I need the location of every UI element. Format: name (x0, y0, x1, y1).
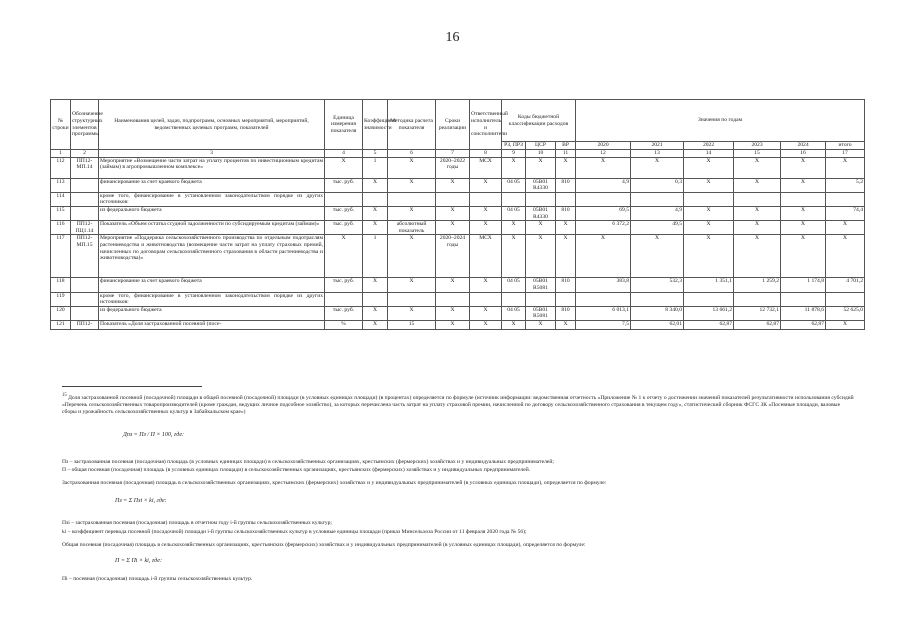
value-cell: 1 174,8 (781, 278, 826, 292)
csr-cell: Х (526, 235, 556, 278)
value-cell: Х (576, 157, 631, 178)
row-number: 118 (51, 278, 71, 292)
unit-cell (325, 192, 363, 206)
def-pz: Пз – застрахованная посевная (посадочная) площадь (в условных единицах площади) в сельскохозяйственных организациях, крестьянских (фермерских) хозяйствах и у индивидуальных предпринимателей; (62, 459, 554, 465)
formula-total-area: П = Σ Пi × ki, где: (115, 558, 162, 564)
executor-cell: МСХ (470, 157, 502, 178)
rz-cell: Х (502, 221, 526, 235)
value-cell (781, 292, 826, 306)
name-cell: кроме того, финансирование в установленном законодательством порядке из других источников: (100, 192, 323, 206)
value-cell: Х (781, 206, 826, 220)
value-cell: 49,5 (631, 221, 684, 235)
value-cell: 6 372,2 (576, 221, 631, 235)
designation-cell (71, 306, 99, 320)
column-number: 16 (781, 150, 826, 158)
term-cell: Х (436, 178, 470, 192)
value-cell: Х (734, 157, 781, 178)
header-year-2020: 2020 (576, 142, 631, 150)
value-cell: 1 259,2 (734, 278, 781, 292)
column-number: 7 (436, 150, 470, 158)
designation-cell (71, 178, 99, 192)
method-cell: Х (388, 157, 436, 178)
table-row (51, 292, 865, 306)
rz-cell (502, 192, 526, 206)
header-year-2023: 2023 (734, 142, 781, 150)
term-cell (436, 292, 470, 306)
value-cell: Х (631, 235, 684, 278)
value-cell (631, 192, 684, 206)
term-cell: Х (436, 221, 470, 235)
value-cell: 12 732,1 (734, 306, 781, 320)
row-number: 119 (51, 292, 71, 306)
value-cell: 74,4 (826, 206, 865, 220)
rz-cell: Х (502, 235, 526, 278)
name-cell: Показатель «Доля застрахованной посевной (посе- (99, 320, 325, 329)
value-cell: Х (576, 235, 631, 278)
header-year-2024: 2024 (781, 142, 826, 150)
row-number: 112 (51, 157, 71, 178)
value-cell: Х (734, 235, 781, 278)
name-cell: кроме того, финансирование в установленном законодательством порядке из других источников: (100, 292, 323, 306)
designation-cell (71, 206, 99, 220)
name-cell: финансирование за счет краевого бюджета (99, 278, 325, 292)
header-year-2021: 2021 (631, 142, 684, 150)
rz-cell: 04 05 (502, 178, 526, 192)
rz-cell: 04 05 (502, 278, 526, 292)
header-term: Сроки реализации (436, 100, 470, 150)
designation-cell (71, 192, 99, 206)
footnote-text (62, 392, 854, 416)
method-cell: Х (388, 278, 436, 292)
row-number: 117 (51, 235, 71, 278)
row-number: 120 (51, 306, 71, 320)
header-executor: Ответственный исполнитель и соисполнители (470, 100, 502, 150)
table-row (51, 278, 865, 292)
value-cell (781, 192, 826, 206)
value-cell: Х (684, 157, 734, 178)
vr-cell (556, 292, 576, 306)
column-number: 11 (556, 150, 576, 158)
rz-cell (502, 292, 526, 306)
method-cell: Х (388, 306, 436, 320)
value-cell: Х (684, 221, 734, 235)
value-cell: 6 013,1 (576, 306, 631, 320)
csr-cell: Х (526, 157, 556, 178)
value-cell: 0,3 (631, 178, 684, 192)
value-cell: Х (826, 320, 865, 329)
table-row (51, 306, 865, 320)
value-cell (734, 192, 781, 206)
column-number: 9 (502, 150, 526, 158)
designation-cell: ПП12- (71, 320, 99, 329)
term-cell: 2020–2024 годы (436, 235, 470, 278)
designation-cell (71, 278, 99, 292)
unit-cell: тыс. руб. (325, 278, 363, 292)
column-number: 10 (526, 150, 556, 158)
value-cell: Х (684, 235, 734, 278)
header-row-no: № строки (51, 100, 71, 150)
value-cell (684, 292, 734, 306)
name-cell: из федерального бюджета (99, 306, 325, 320)
unit-cell: тыс. руб. (325, 221, 363, 235)
executor-cell: Х (470, 278, 502, 292)
designation-cell (71, 292, 99, 306)
vr-cell (556, 192, 576, 206)
method-cell: Х (388, 235, 436, 278)
value-cell: Х (826, 157, 865, 178)
value-cell: 62,87 (781, 320, 826, 329)
formula-share: Дпз = Пз / П × 100, где: (123, 432, 185, 438)
coef-cell: Х (363, 178, 388, 192)
name-cell: Мероприятие «Поддержка сельскохозяйственного производства по отдельным подотраслям растениеводства и животноводства (возмещение части затрат на уплату страховых премий, начисленных по договорам сельскохозяйственного страхования в области растениеводства и животноводства)» (99, 235, 325, 278)
value-cell (734, 292, 781, 306)
term-cell (436, 192, 470, 206)
executor-cell: МСХ (470, 235, 502, 278)
table-row (51, 157, 865, 178)
column-number: 17 (826, 150, 865, 158)
value-cell: Х (826, 221, 865, 235)
unit-cell (325, 292, 363, 306)
column-number: 12 (576, 150, 631, 158)
column-number: 4 (325, 150, 363, 158)
value-cell: 62,01 (631, 320, 684, 329)
value-cell: Х (781, 178, 826, 192)
table-row (51, 206, 865, 220)
intro-total-area: Общая посевная (посадочная) площадь в сельскохозяйственных организациях, крестьянских (фермерских) хозяйствах и у индивидуальных предпринимателей (в условных единицах площади), определяется по формуле: (62, 542, 586, 548)
executor-cell (470, 192, 502, 206)
column-number: 6 (388, 150, 436, 158)
executor-cell: Х (470, 306, 502, 320)
value-cell: 69,5 (576, 206, 631, 220)
def-pi: Пi – посевная (посадочная) площадь i-й группы сельскохозяйственных культур. (62, 576, 253, 582)
table-row (51, 192, 865, 206)
term-cell: Х (436, 206, 470, 220)
table-row (51, 235, 865, 278)
coef-cell: Х (363, 221, 388, 235)
term-cell: Х (436, 320, 470, 329)
row-number: 114 (51, 192, 71, 206)
csr-cell: Х (526, 221, 556, 235)
header-values-by-year: Значения по годам (576, 100, 865, 142)
method-cell: Х (388, 178, 436, 192)
value-cell (684, 192, 734, 206)
executor-cell: Х (470, 178, 502, 192)
coef-cell: Х (363, 306, 388, 320)
column-number: 15 (734, 150, 781, 158)
unit-cell: Х (325, 235, 363, 278)
header-total: итого (826, 142, 865, 150)
executor-cell: Х (470, 221, 502, 235)
unit-cell: тыс. руб. (325, 178, 363, 192)
rz-cell: Х (502, 157, 526, 178)
value-cell: Х (734, 206, 781, 220)
rz-cell: Х (502, 320, 526, 329)
coef-cell: 1 (363, 157, 388, 178)
designation-cell: ПП12-ПЦ1.14 (71, 221, 99, 235)
value-cell: 4,9 (576, 178, 631, 192)
row-number: 121 (51, 320, 71, 329)
value-cell: Х (734, 221, 781, 235)
vr-cell: Х (556, 221, 576, 235)
designation-cell: ПП12-МП.15 (71, 235, 99, 278)
method-cell: абсолютный показатель (388, 221, 436, 235)
column-number: 2 (71, 150, 99, 158)
column-number: 13 (631, 150, 684, 158)
intro-insured-area: Застрахованная посевная (посадочная) площадь в сельскохозяйственных организациях, крестьянских (фермерских) хозяйствах и у индивидуальных предпринимателей (в условных единицах площади), определяется по формуле: (62, 480, 607, 486)
value-cell (826, 292, 865, 306)
column-number: 5 (363, 150, 388, 158)
vr-cell: 810 (556, 278, 576, 292)
name-cell: Мероприятие «Возмещение части затрат на уплату процентов по инвестиционным кредитам (займам) в агропромышленном комплексе» (99, 157, 325, 178)
value-cell (576, 292, 631, 306)
value-cell: Х (734, 178, 781, 192)
csr-cell: 05В01 R4330 (526, 206, 556, 220)
term-cell: Х (436, 278, 470, 292)
value-cell: 5,2 (826, 178, 865, 192)
value-cell: Х (684, 206, 734, 220)
program-table (50, 99, 865, 330)
footnote-mark: 15 (62, 393, 67, 398)
footnote-rule (62, 386, 202, 387)
name-cell: из федерального бюджета (99, 206, 325, 220)
coef-cell: Х (363, 206, 388, 220)
table-row (51, 178, 865, 192)
header-vr: ВР (556, 142, 576, 150)
value-cell: Х (826, 235, 865, 278)
unit-cell: тыс. руб. (325, 306, 363, 320)
column-number-row (51, 150, 865, 158)
footnote-body: Доля застрахованной посевной (посадочной) площади в общей посевной (посадочной) площади (в условных единицах площади) (в процентах) определяется по формуле (источник информации: ведомственная отчетность «Приложение № 1 к отчету о достижении значений показателей результативности использования субсидий «Перечень сельскохозяйственных товаропроизводителей (кроме граждан, ведущих личное подсобное хозяйство), за которых перечислена часть затрат на уплату страховой премии, начисленной по договору сельскохозяйственного страхования в текущем году», статистический сборник ФСГС ЗК «Посевные площади, валовые сборы и урожайность сельскохозяйственных культур в Забайкальском крае») (62, 394, 854, 415)
def-ki: ki – коэффициент перевода посевной (посадочной) площади i-й группы сельскохозяйственных культур в условные единицы площади (приказ Минсельхоза России от 11 февраля 2020 года № 56); (62, 529, 527, 535)
unit-cell: тыс. руб. (325, 206, 363, 220)
method-cell (388, 292, 436, 306)
row-number: 115 (51, 206, 71, 220)
vr-cell: 810 (556, 206, 576, 220)
method-cell: 15 (388, 320, 436, 329)
value-cell: Х (781, 235, 826, 278)
value-cell (576, 192, 631, 206)
value-cell: 532,3 (631, 278, 684, 292)
vr-cell: Х (556, 235, 576, 278)
value-cell: 4 701,2 (826, 278, 865, 292)
vr-cell: Х (556, 320, 576, 329)
executor-cell: Х (470, 206, 502, 220)
value-cell: Х (781, 157, 826, 178)
header-name: Наименования целей, задач, подпрограмм, основных мероприятий, мероприятий, ведомственных целевых программ, показателей (99, 100, 325, 150)
header-method: Методика расчета показателя (388, 100, 436, 150)
column-number: 1 (51, 150, 71, 158)
unit-cell: % (325, 320, 363, 329)
rz-cell: 04 05 (502, 206, 526, 220)
value-cell: 52 625,0 (826, 306, 865, 320)
csr-cell: 05В01 R5081 (526, 306, 556, 320)
name-cell: Показатель «Объем остатка ссудной задолженности по субсидируемым кредитам (займам)» (99, 221, 325, 235)
value-cell: 8 340,0 (631, 306, 684, 320)
value-cell: Х (684, 178, 734, 192)
row-number: 113 (51, 178, 71, 192)
value-cell: 383,8 (576, 278, 631, 292)
csr-cell (526, 292, 556, 306)
header-rz-prz: РЗ, ПРЗ (502, 142, 526, 150)
vr-cell: Х (556, 157, 576, 178)
header-designation: Обозначение структурных элементов программы (71, 100, 99, 150)
rz-cell: 04 05 (502, 306, 526, 320)
name-cell: финансирование за счет краевого бюджета (99, 178, 325, 192)
header-coef: Коэффициент значимости (363, 100, 388, 150)
method-cell: Х (388, 206, 436, 220)
value-cell: 7,5 (576, 320, 631, 329)
table-row (51, 221, 865, 235)
coef-cell (363, 192, 388, 206)
csr-cell: Х (526, 320, 556, 329)
value-cell (826, 192, 865, 206)
row-number: 116 (51, 221, 71, 235)
column-number: 14 (684, 150, 734, 158)
value-cell (631, 292, 684, 306)
value-cell: 13 661,2 (684, 306, 734, 320)
header-unit: Единица измерения показателя (325, 100, 363, 150)
csr-cell (526, 192, 556, 206)
value-cell: 62,87 (684, 320, 734, 329)
coef-cell: 1 (363, 235, 388, 278)
value-cell: Х (631, 157, 684, 178)
designation-cell: ПП12-МП.14 (71, 157, 99, 178)
def-pzi: Пзi – застрахованная посевная (посадочная) площадь в отчетном году i-й группы сельскохозяйственных культур; (62, 520, 332, 526)
formula-insured-area: Пз = Σ Пзi × ki, где: (115, 498, 167, 504)
value-cell: 62,87 (734, 320, 781, 329)
vr-cell: 810 (556, 306, 576, 320)
value-cell: Х (781, 221, 826, 235)
column-number: 3 (99, 150, 325, 158)
csr-cell: 05В01 R5081 (526, 278, 556, 292)
value-cell: 1 351,1 (684, 278, 734, 292)
term-cell: 2020–2022 годы (436, 157, 470, 178)
term-cell: Х (436, 306, 470, 320)
header-csr: ЦСР (526, 142, 556, 150)
header-year-2022: 2022 (684, 142, 734, 150)
value-cell: 11 878,6 (781, 306, 826, 320)
coef-cell: Х (363, 320, 388, 329)
unit-cell: Х (325, 157, 363, 178)
def-p: П – общая посевная (посадочная) площадь (в условных единицах площади) в сельскохозяйственных организациях, крестьянских (фермерских) хозяйствах и у индивидуальных предпринимателей. (62, 467, 531, 473)
csr-cell: 05В01 R4330 (526, 178, 556, 192)
executor-cell: Х (470, 320, 502, 329)
column-number: 8 (470, 150, 502, 158)
header-budget-codes: Коды бюджетной классификации расходов (502, 100, 576, 142)
executor-cell (470, 292, 502, 306)
vr-cell: 810 (556, 178, 576, 192)
method-cell (388, 192, 436, 206)
table-row (51, 320, 865, 329)
page-number: 16 (445, 30, 460, 45)
coef-cell: Х (363, 278, 388, 292)
value-cell: 4,9 (631, 206, 684, 220)
coef-cell (363, 292, 388, 306)
